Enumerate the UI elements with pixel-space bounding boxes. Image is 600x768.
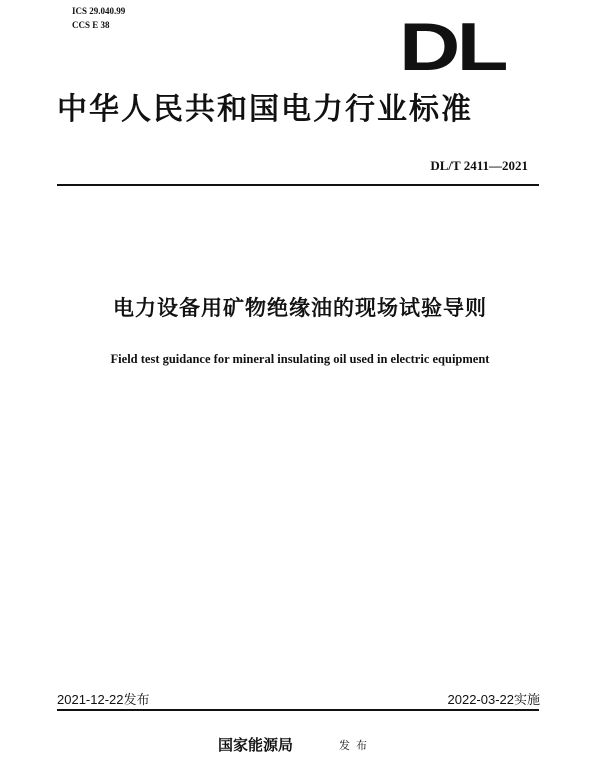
standard-number: DL/T 2411—2021 (430, 158, 528, 173)
issue-date: 2021-12-22发布 (57, 692, 150, 707)
dl-logo: DL (399, 9, 505, 85)
issue-label: 发布 (339, 739, 373, 752)
ics-code: ICS 29.040.99 (72, 6, 126, 16)
industry-standard-heading: 中华人民共和国电力行业标准 (57, 92, 473, 127)
document-title-english: Field test guidance for mineral insulating oil used in electric equipment (110, 352, 490, 366)
issuing-authority: 国家能源局 (218, 736, 294, 754)
footer-divider (57, 709, 539, 711)
implementation-date: 2022-03-22实施 (447, 692, 540, 707)
ccs-code: CCS E 38 (72, 20, 110, 30)
document-title-chinese: 电力设备用矿物绝缘油的现场试验导则 (113, 296, 487, 320)
header-divider (57, 184, 539, 186)
classification-codes (72, 4, 125, 32)
